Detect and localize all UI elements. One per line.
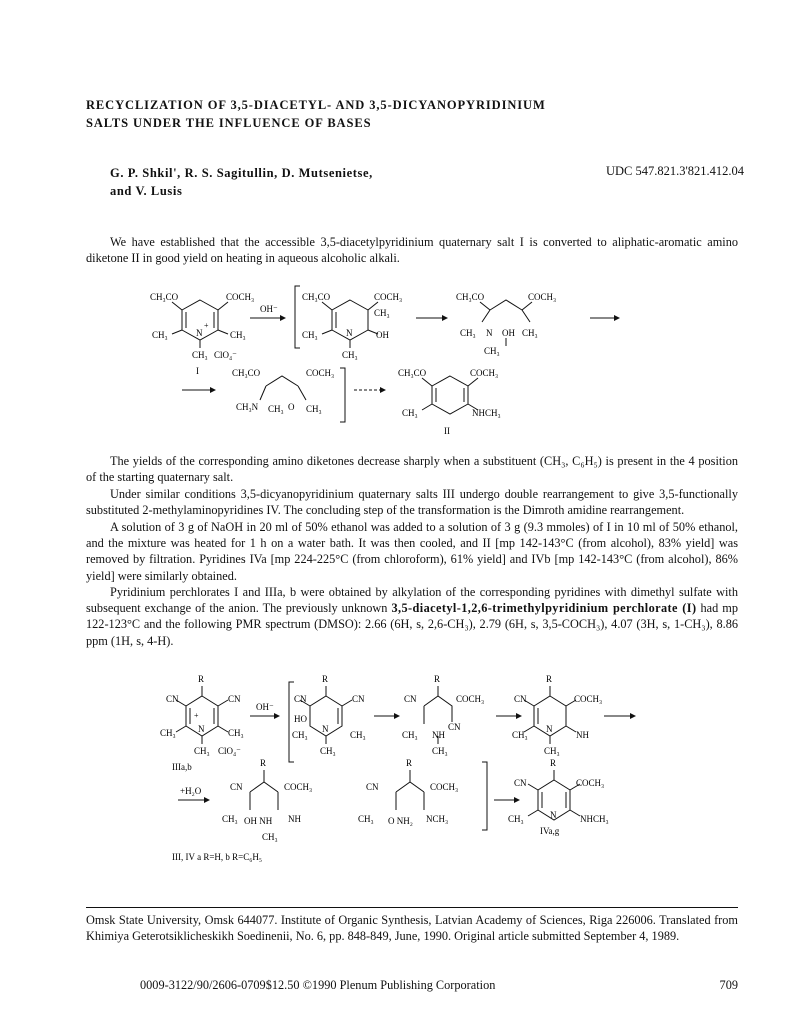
compound-I-name: 3,5-diacetyl-1,2,6-trimethylpyridinium perchlorate (I) [391, 601, 697, 616]
intro-paragraph: We have established that the accessible 3,5-diacetylpyridinium quaternary salt I is converted to aliphatic-aromatic amino diketone II in good yield on heating in aqueous alcoholic alkali. [86, 235, 738, 266]
s1-i4-acetyl-left: CH₃CO [232, 368, 261, 378]
yields-paragraph: The yields of the corresponding amino diketones decrease sharply when a substituent (CH₃, C₆H₅) is present in the 4 position of the starting quaternary salt. [86, 454, 738, 485]
authors-line-1: G. P. Shkil', R. S. Sagitullin, D. Mutsenietse, [110, 166, 373, 180]
s2-iii-cn-right: CN [228, 694, 241, 704]
s2-i3-imino: NH [576, 730, 589, 740]
article-title [86, 96, 726, 132]
s1-i3-nitrogen: N [486, 328, 493, 338]
s1-bracket-right [340, 368, 345, 422]
s2-i3-cn: CN [514, 694, 527, 704]
s2-i1-cn-left: CN [294, 694, 307, 704]
s1-i4-acetyl-right: COCH₃ [306, 368, 335, 378]
s2-i3-n-methyl: CH₃ [544, 746, 560, 756]
s1-i2-methyl-left: CH₃ [302, 330, 318, 340]
s1-hydroxide: OH⁻ [260, 304, 278, 314]
s1-i3-n-methyl: CH₃ [484, 346, 500, 356]
s2-i2-cn-2: CN [448, 722, 461, 732]
s1-ii-acetyl-right: COCH₃ [470, 368, 499, 378]
udc-code: UDC 547.821.3'821.412.04 [605, 164, 744, 178]
perchlorates-text-a: Pyridinium perchlorates I and IIIa, b were obtained by alkylation of the corresponding pyridines with dimethyl sulfate with subsequent exchange of the anion. The previously unknown [86, 585, 738, 616]
s1-i2-n-methyl: CH₃ [342, 350, 358, 360]
s2-i2-methyl: CH₃ [402, 730, 418, 740]
s1-i2-nitrogen: N [346, 328, 353, 338]
s1-i3-methyl-right: CH₃ [522, 328, 538, 338]
s2-i5-methyl: CH₃ [358, 814, 374, 824]
s2-i1-methyl-left: CH₃ [292, 730, 308, 740]
s2-iii-perchlorate: ClO₄⁻ [218, 746, 241, 756]
s1-bracket-left [295, 286, 300, 348]
s1-i4-methyl-right: CH₃ [306, 404, 322, 414]
s1-methyl-right: CH₃ [230, 330, 246, 340]
s1-i2-acetyl-left: CH₃CO [302, 292, 331, 302]
s2-i3-nitrogen: N [546, 724, 553, 734]
s2-iii-methyl-right: CH₃ [228, 728, 244, 738]
copyright-line: 0009-3122/90/2606-0709$12.50 ©1990 Plenum Publishing Corporation [140, 978, 496, 992]
s2-i2-cn: CN [404, 694, 417, 704]
s2-i2-imino: NH [432, 730, 445, 740]
author-list [110, 164, 470, 200]
s2-i4-cn: CN [230, 782, 243, 792]
s2-iii-plus: + [194, 711, 199, 720]
s1-i2-acetyl-right: COCH₃ [374, 292, 403, 302]
s2-iv-methyl: CH₃ [508, 814, 524, 824]
s1-i2-methyl: CH₃ [374, 308, 390, 318]
s2-i5-o-nh2: O NH₂ [388, 816, 413, 826]
s2-water: +H₂O [180, 786, 202, 796]
s2-iv-nitrogen: N [550, 810, 557, 820]
s1-acetyl-left: CH₃CO [150, 292, 179, 302]
label-compound-I: I [196, 366, 199, 376]
s1-methyl-left: CH₃ [152, 330, 168, 340]
s2-i5-cn: CN [366, 782, 379, 792]
s2-i1-hydroxy: HO [294, 714, 307, 724]
s2-i2-n-methyl: CH₃ [432, 746, 448, 756]
s2-i1-r: R [322, 674, 329, 684]
s2-i3-acetyl: COCH₃ [574, 694, 603, 704]
s2-i4-methyl: CH₃ [222, 814, 238, 824]
reaction-scheme-2 [160, 660, 640, 870]
s1-ring-nitrogen: N [196, 328, 203, 338]
s2-i3-r: R [546, 674, 553, 684]
s2-i4-oh-nh: OH NH [244, 816, 273, 826]
authors-line-2: and V. Lusis [110, 184, 183, 198]
page-number: 709 [719, 978, 738, 992]
s2-legend: III, IV a R=H, b R=C₆H₅ [172, 852, 263, 862]
s1-i4-methyl-mid: CH₃ [268, 404, 284, 414]
s2-i5-ncch3: NCH₃ [426, 814, 449, 824]
s2-iii-cn-left: CN [166, 694, 179, 704]
s1-i2-hydroxy: OH [376, 330, 389, 340]
s2-iii-methyl-left: CH₃ [160, 728, 176, 738]
s1-i4-methylimine: CH₃N [236, 402, 259, 412]
s2-i4-n-methyl: CH₃ [262, 832, 278, 842]
s1-n-methyl: CH₃ [192, 350, 208, 360]
s1-i3-acetyl-right: COCH₃ [528, 292, 557, 302]
rearrangement-paragraph: Under similar conditions 3,5-dicyanopyridinium quaternary salts III undergo double rearrangement to give 3,5-functionally substituted 2-methylaminopyridines IV. The concluding step of the transformation is the Dimroth amidine rearrangement. [86, 487, 738, 518]
s2-iv-methylamino: NHCH₃ [580, 814, 609, 824]
s2-i1-nitrogen: N [322, 724, 329, 734]
label-compound-III: IIIa,b [172, 762, 192, 772]
s1-ii-methylamino: NHCH₃ [472, 408, 501, 418]
s2-i4-imino: NH [288, 814, 301, 824]
experimental-paragraph: A solution of 3 g of NaOH in 20 ml of 50% ethanol was added to a solution of 3 g (9.3 mmoles) of I in 10 ml of 50% ethanol, and the mixture was heated for 1 h on a water bath. It was then cooled, and II [mp 142-143°C (from alcohol), 83% yield] was removed by filtration. Pyridines IVa [mp 224-225°C (from chloroform), 61% yield] and IVb [mp 142-143°C (from alcohol), 86% yield] were similarly obtained. [86, 520, 738, 583]
s2-iv-cn: CN [514, 778, 527, 788]
compound-I [172, 300, 228, 348]
footnote-divider [86, 907, 738, 908]
s2-i5-r: R [406, 758, 413, 768]
s2-i5-acetyl: COCH₃ [430, 782, 459, 792]
s1-ii-acetyl-left: CH₃CO [398, 368, 427, 378]
footnote: Omsk State University, Omsk 644077. Institute of Organic Synthesis, Latvian Academy of Sciences, Riga 226006. Translated from Khimiya Geterotsiklicheskikh Soedinenii, No. 6, pp. 848-849, June, 1990. Original article submitted September 4, 1989. [86, 913, 738, 944]
title-line-2: SALTS UNDER THE INFLUENCE OF BASES [86, 116, 372, 130]
s1-i3-hydroxy: OH [502, 328, 515, 338]
s2-i2-r: R [434, 674, 441, 684]
s2-iii-n-methyl: CH₃ [194, 746, 210, 756]
s2-i1-methyl-right: CH₃ [350, 730, 366, 740]
s2-i1-cn-right: CN [352, 694, 365, 704]
s2-i4-r: R [260, 758, 267, 768]
perchlorates-text-b: had mp 122-123°C and the following PMR spectrum (DMSO): 2.66 (6H, s, 2,6-CH₃), 2.79 (6H, s, 3,5-COCH₃), 4.07 (3H, s, 1-CH₃), 8.86 ppm (1H, s, 4-H). [86, 601, 739, 648]
s2-i1-n-methyl: CH₃ [320, 746, 336, 756]
s1-acetyl-right: COCH₃ [226, 292, 255, 302]
s2-iv-r: R [550, 758, 557, 768]
s1-i4-oxygen: O [288, 402, 295, 412]
s2-iii-nitrogen: N [198, 724, 205, 734]
title-line-1: RECYCLIZATION OF 3,5-DIACETYL- AND 3,5-DICYANOPYRIDINIUM [86, 98, 546, 112]
s1-plus: + [204, 321, 209, 330]
s2-iv-acetyl: COCH₃ [576, 778, 605, 788]
s2-hydroxide: OH⁻ [256, 702, 274, 712]
label-compound-IV: IVa,g [540, 826, 560, 836]
reaction-scheme-1 [150, 282, 650, 442]
s1-perchlorate: ClO₄⁻ [214, 350, 237, 360]
s2-i4-acetyl: COCH₃ [284, 782, 313, 792]
s2-iii-r: R [198, 674, 205, 684]
s2-i3-methyl: CH₃ [512, 730, 528, 740]
s1-i3-methyl-left: CH₃ [460, 328, 476, 338]
perchlorates-paragraph [86, 584, 738, 649]
s2-i2-acetyl: COCH₃ [456, 694, 485, 704]
s1-i3-acetyl-left: CH₃CO [456, 292, 485, 302]
s1-ii-methyl: CH₃ [402, 408, 418, 418]
label-compound-II: II [444, 426, 450, 436]
